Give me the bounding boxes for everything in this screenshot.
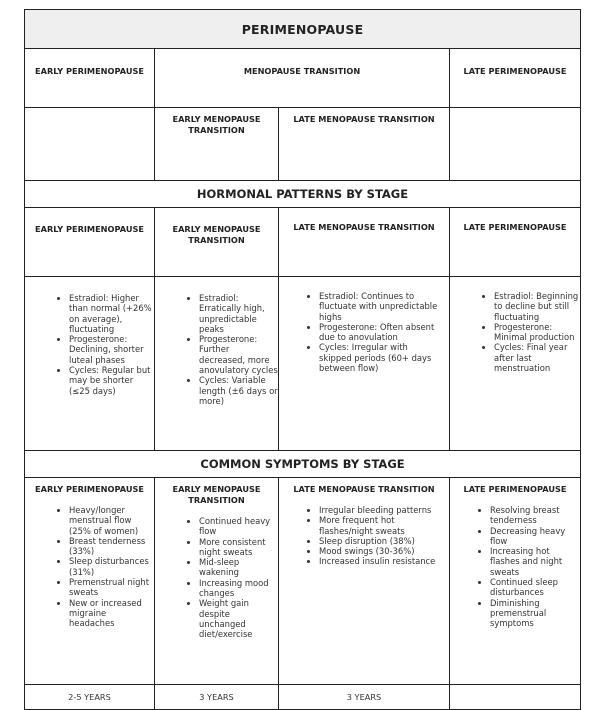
symptoms-list-late-transition xyxy=(279,505,449,567)
symptoms-cell-late-transition xyxy=(279,478,450,685)
list-item: • Decreasing heavy flow xyxy=(490,526,574,547)
hormonal-heading: HORMONAL PATTERNS BY STAGE xyxy=(25,181,581,208)
list-item: • Estradiol: Erratically high, unpredictable peaks xyxy=(199,293,278,334)
list-item: • Estradiol: Beginning to decline but still fluctuating xyxy=(494,291,580,322)
symptoms-list-early xyxy=(25,505,154,629)
stage-header-late-transition: LATE MENOPAUSE TRANSITION xyxy=(279,108,450,181)
hormonal-list-early-transition xyxy=(155,293,278,406)
table-title: PERIMENOPAUSE xyxy=(25,10,581,49)
hormonal-list-late-transition xyxy=(279,291,449,373)
hormonal-list-late xyxy=(450,291,580,373)
symptoms-list-late xyxy=(450,505,580,629)
list-item: • Increasing hot flashes and night sweats xyxy=(490,546,574,577)
symptoms-col-late: LATE PERIMENOPAUSE xyxy=(463,484,567,494)
list-item: • Diminishing premenstrual symptoms xyxy=(490,598,574,629)
hormonal-cell-early xyxy=(25,277,155,451)
list-item: • Estradiol: Continues to fluctuate with unpredictable highs xyxy=(319,291,443,322)
symptoms-list-early-transition xyxy=(155,516,278,640)
symptoms-cell-early-transition xyxy=(155,478,279,685)
hormonal-col-late-transition: LATE MENOPAUSE TRANSITION xyxy=(279,208,450,277)
hormonal-cell-late xyxy=(450,277,581,451)
hormonal-list-early xyxy=(25,293,154,396)
list-item: • Irregular bleeding patterns xyxy=(319,505,445,515)
list-item: • Heavy/longer menstrual flow (25% of women) xyxy=(69,505,154,536)
symptoms-cell-late xyxy=(450,478,581,685)
symptoms-heading: COMMON SYMPTOMS BY STAGE xyxy=(25,451,581,478)
hormonal-col-late: LATE PERIMENOPAUSE xyxy=(450,208,581,277)
symptoms-col-late-transition: LATE MENOPAUSE TRANSITION xyxy=(293,484,435,494)
list-item: • Sleep disturbances (31%) xyxy=(69,556,154,577)
stage-header-transition: MENOPAUSE TRANSITION xyxy=(155,49,450,108)
list-item: • Sleep disruption (38%) xyxy=(319,536,445,546)
list-item: • Continued heavy flow xyxy=(199,516,278,537)
list-item: • Cycles: Regular but may be shorter (≤25 days) xyxy=(69,365,154,396)
duration-early: 2-5 YEARS xyxy=(25,685,155,710)
empty-cell xyxy=(25,108,155,181)
list-item: • Mood swings (30-36%) xyxy=(319,546,445,556)
empty-cell xyxy=(450,108,581,181)
list-item: • Weight gain despite unchanged diet/exercise xyxy=(199,598,278,639)
list-item: • Cycles: Irregular with skipped periods (60+ days between flow) xyxy=(319,342,443,373)
list-item: • More frequent hot flashes/night sweats xyxy=(319,515,445,536)
list-item: • Breast tenderness (33%) xyxy=(69,536,154,557)
list-item: • More consistent night sweats xyxy=(199,537,278,558)
stage-header-late: LATE PERIMENOPAUSE xyxy=(450,49,581,108)
hormonal-col-early-transition: EARLY MENOPAUSE TRANSITION xyxy=(155,208,279,277)
list-item: • Progesterone: Often absent due to anovulation xyxy=(319,322,443,343)
list-item: • Resolving breast tenderness xyxy=(490,505,574,526)
list-item: • Increased insulin resistance xyxy=(319,556,445,566)
symptoms-col-early: EARLY PERIMENOPAUSE xyxy=(35,484,144,494)
list-item: • Progesterone: Declining, shorter luteal phases xyxy=(69,334,154,365)
list-item: • Progesterone: Minimal production xyxy=(494,322,580,343)
list-item: • Premenstrual night sweats xyxy=(69,577,154,598)
duration-early-transition: 3 YEARS xyxy=(155,685,279,710)
stage-header-early: EARLY PERIMENOPAUSE xyxy=(25,49,155,108)
list-item: • Progesterone: Further decreased, more anovulatory cycles xyxy=(199,334,278,375)
list-item: • New or increased migraine headaches xyxy=(69,598,154,629)
list-item: • Cycles: Final year after last menstruation xyxy=(494,342,580,373)
symptoms-cell-early xyxy=(25,478,155,685)
list-item: • Estradiol: Higher than normal (+26% on average), fluctuating xyxy=(69,293,154,334)
list-item: • Mid-sleep wakening xyxy=(199,557,278,578)
hormonal-col-early: EARLY PERIMENOPAUSE xyxy=(25,208,155,277)
perimenopause-table xyxy=(24,9,581,710)
list-item: • Continued sleep disturbances xyxy=(490,577,574,598)
list-item: • Increasing mood changes xyxy=(199,578,278,599)
symptoms-col-early-transition: EARLY MENOPAUSE TRANSITION xyxy=(172,484,261,505)
list-item: • Cycles: Variable length (±6 days or more) xyxy=(199,375,278,406)
hormonal-cell-late-transition xyxy=(279,277,450,451)
duration-late-transition: 3 YEARS xyxy=(279,685,450,710)
stage-header-early-transition: EARLY MENOPAUSE TRANSITION xyxy=(155,108,279,181)
hormonal-cell-early-transition xyxy=(155,277,279,451)
